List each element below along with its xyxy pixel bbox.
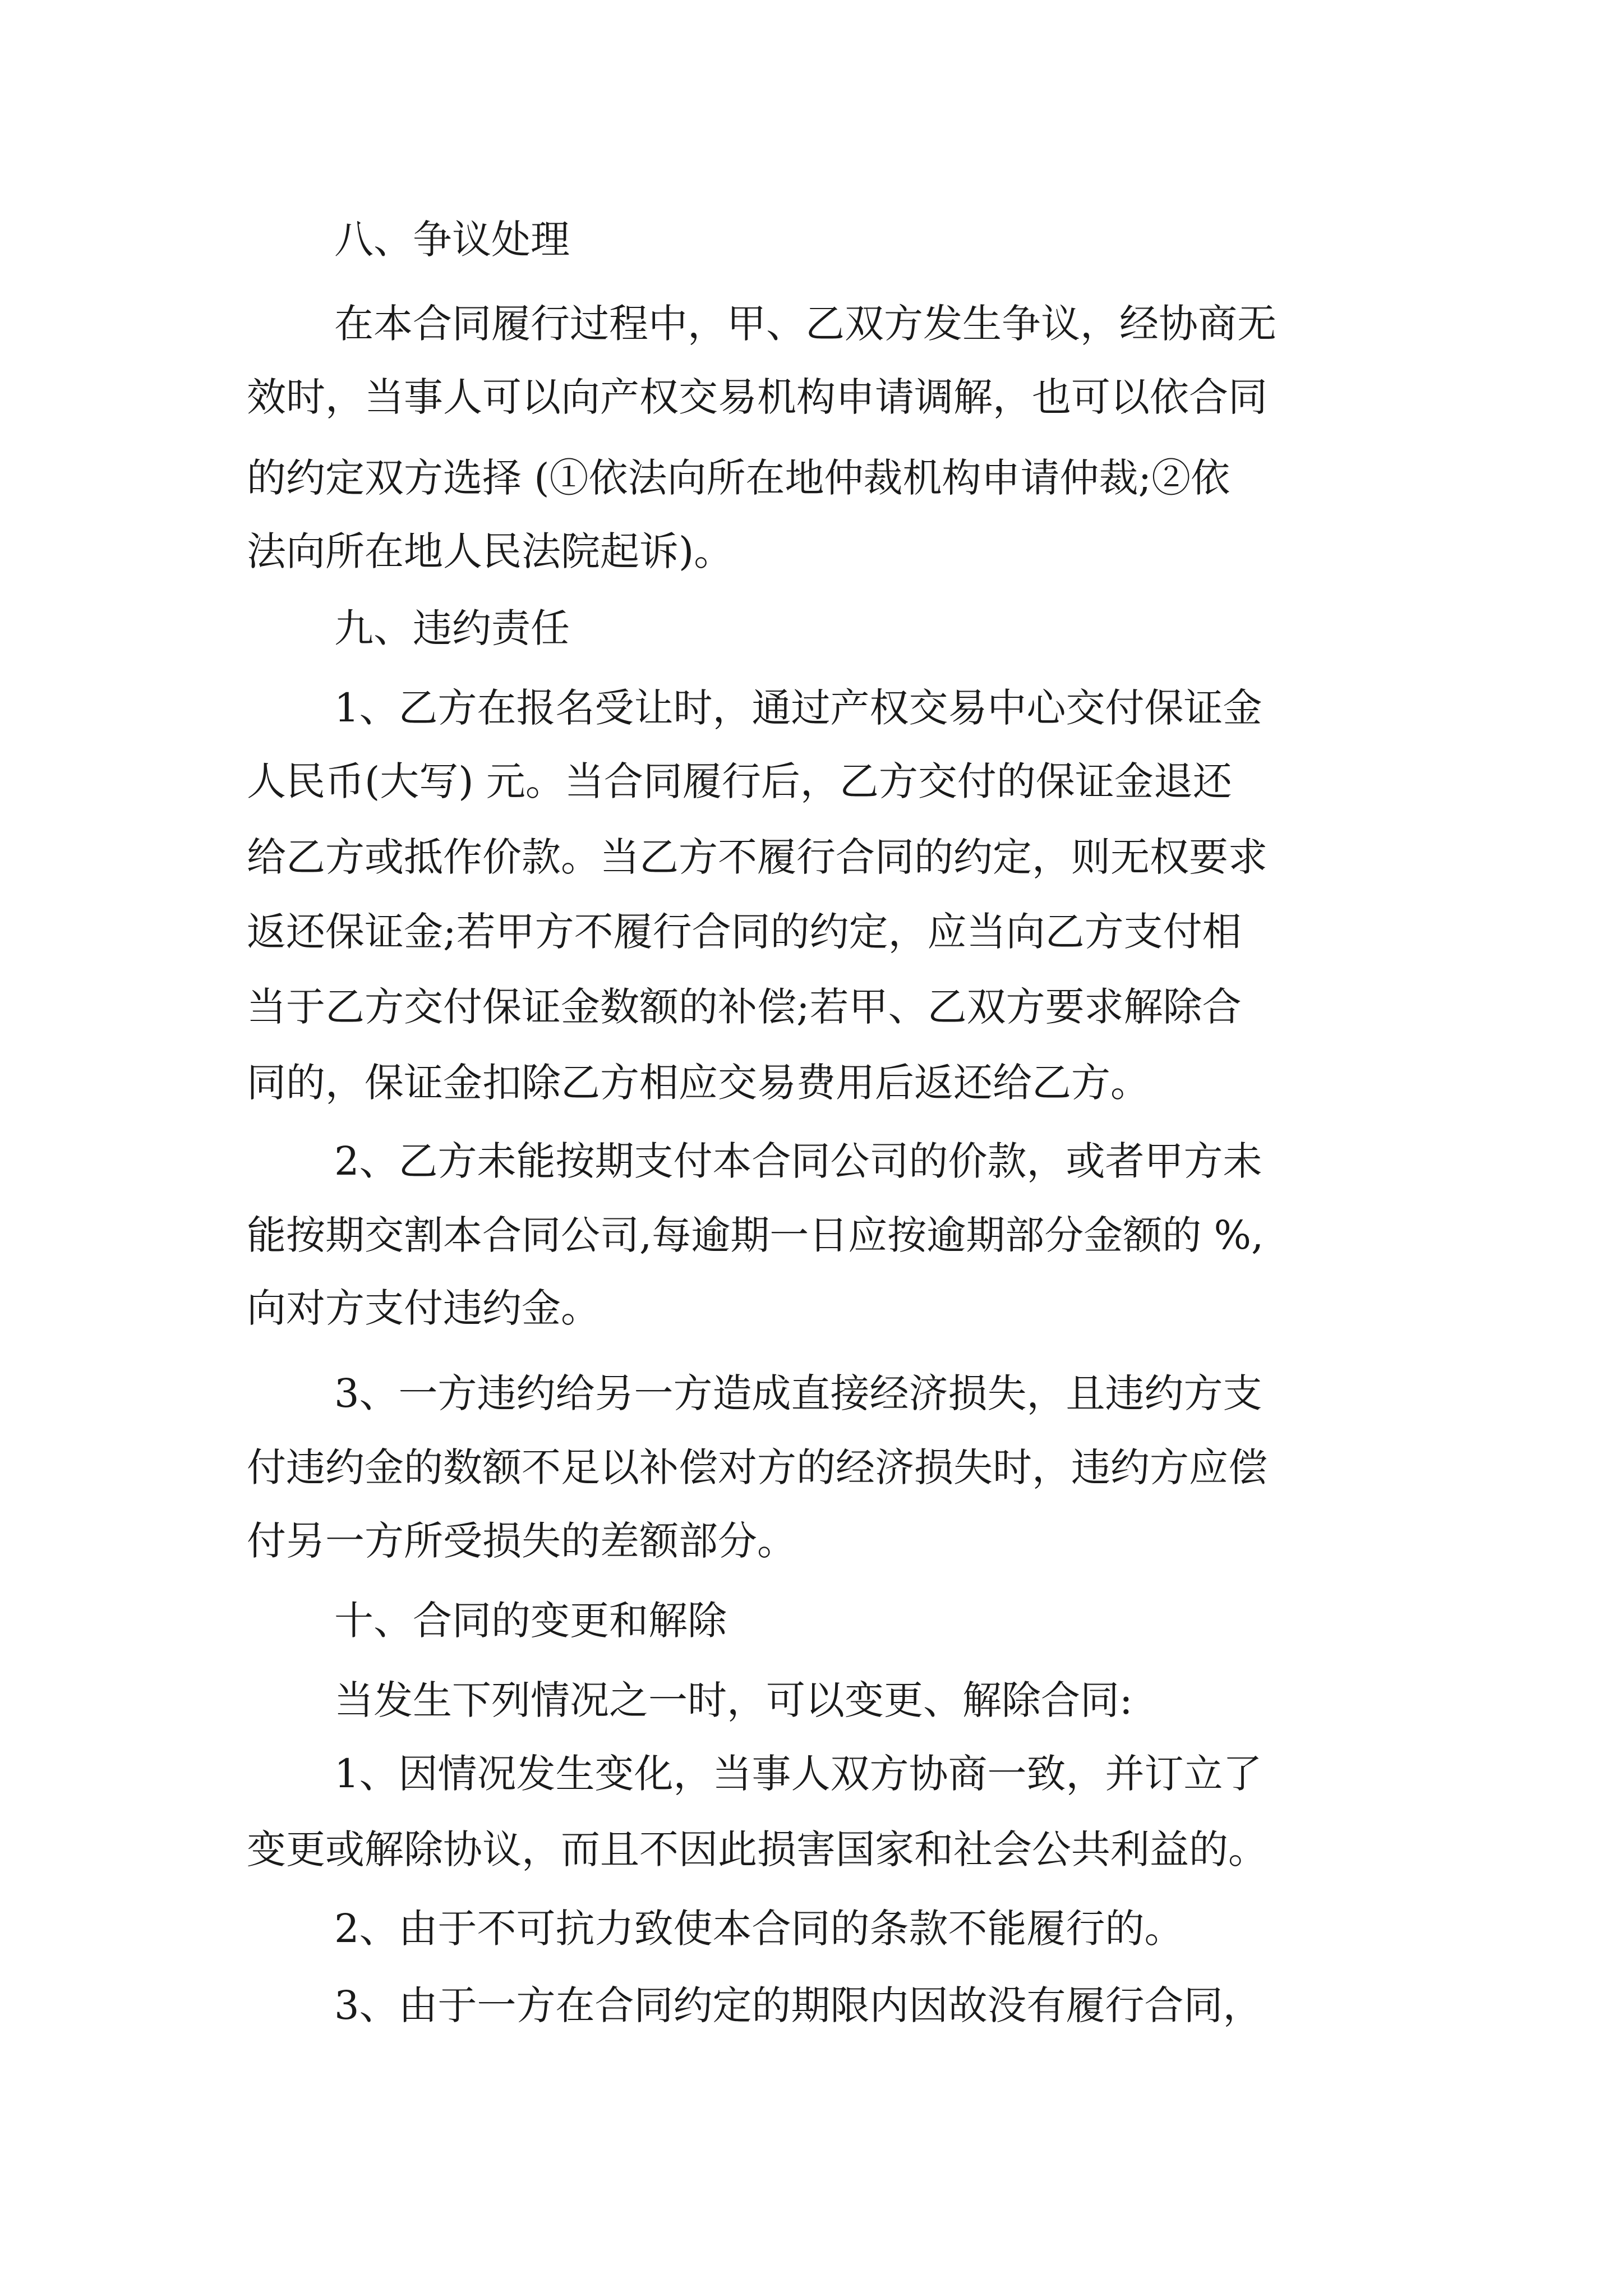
paragraph-line: 当于乙方交付保证金数额的补偿;若甲、乙双方要求解除合	[247, 984, 1242, 1030]
section-heading-change: 十、合同的变更和解除	[334, 1598, 727, 1644]
paragraph-line: 1、乙方在报名受让时，通过产权交易中心交付保证金	[334, 685, 1262, 731]
paragraph-line: 人民币(大写) 元。当合同履行后，乙方交付的保证金退还	[247, 758, 1232, 804]
section-heading-breach: 九、违约责任	[334, 605, 570, 651]
paragraph-line: 付另一方所受损失的差额部分。	[247, 1518, 796, 1564]
paragraph-line: 在本合同履行过程中，甲、乙双方发生争议，经协商无	[334, 301, 1276, 347]
paragraph-line: 3、一方违约给另一方造成直接经济损失，且违约方支	[334, 1370, 1262, 1416]
paragraph-line: 2、乙方未能按期支付本合同公司的价款，或者甲方未	[334, 1138, 1262, 1184]
paragraph-line: 的约定双方选择 (①依法向所在地仲裁机构申请仲裁;②依	[247, 455, 1230, 501]
paragraph-line: 1、因情况发生变化，当事人双方协商一致，并订立了	[334, 1751, 1262, 1797]
paragraph-line: 3、由于一方在合同约定的期限内因故没有履行合同，	[334, 1982, 1262, 2028]
paragraph-line: 2、由于不可抗力致使本合同的条款不能履行的。	[334, 1906, 1184, 1952]
section-heading-dispute: 八、争议处理	[334, 217, 570, 263]
paragraph-line: 给乙方或抵作价款。当乙方不履行合同的约定，则无权要求	[247, 834, 1267, 880]
paragraph-line: 当发生下列情况之一时，可以变更、解除合同:	[334, 1677, 1133, 1723]
paragraph-line: 法向所在地人民法院起诉)。	[247, 528, 734, 574]
paragraph-line: 向对方支付违约金。	[247, 1285, 600, 1331]
paragraph-line: 同的，保证金扣除乙方相应交易费用后返还给乙方。	[247, 1060, 1150, 1106]
paragraph-line: 返还保证金;若甲方不履行合同的约定，应当向乙方支付相	[247, 909, 1242, 955]
paragraph-line: 能按期交割本合同公司,每逾期一日应按逾期部分金额的 %,	[247, 1212, 1264, 1258]
paragraph-line: 效时，当事人可以向产权交易机构申请调解，也可以依合同	[247, 374, 1267, 420]
paragraph-line: 变更或解除协议，而且不因此损害国家和社会公共利益的。	[247, 1826, 1267, 1872]
paragraph-line: 付违约金的数额不足以补偿对方的经济损失时，违约方应偿	[247, 1444, 1267, 1490]
